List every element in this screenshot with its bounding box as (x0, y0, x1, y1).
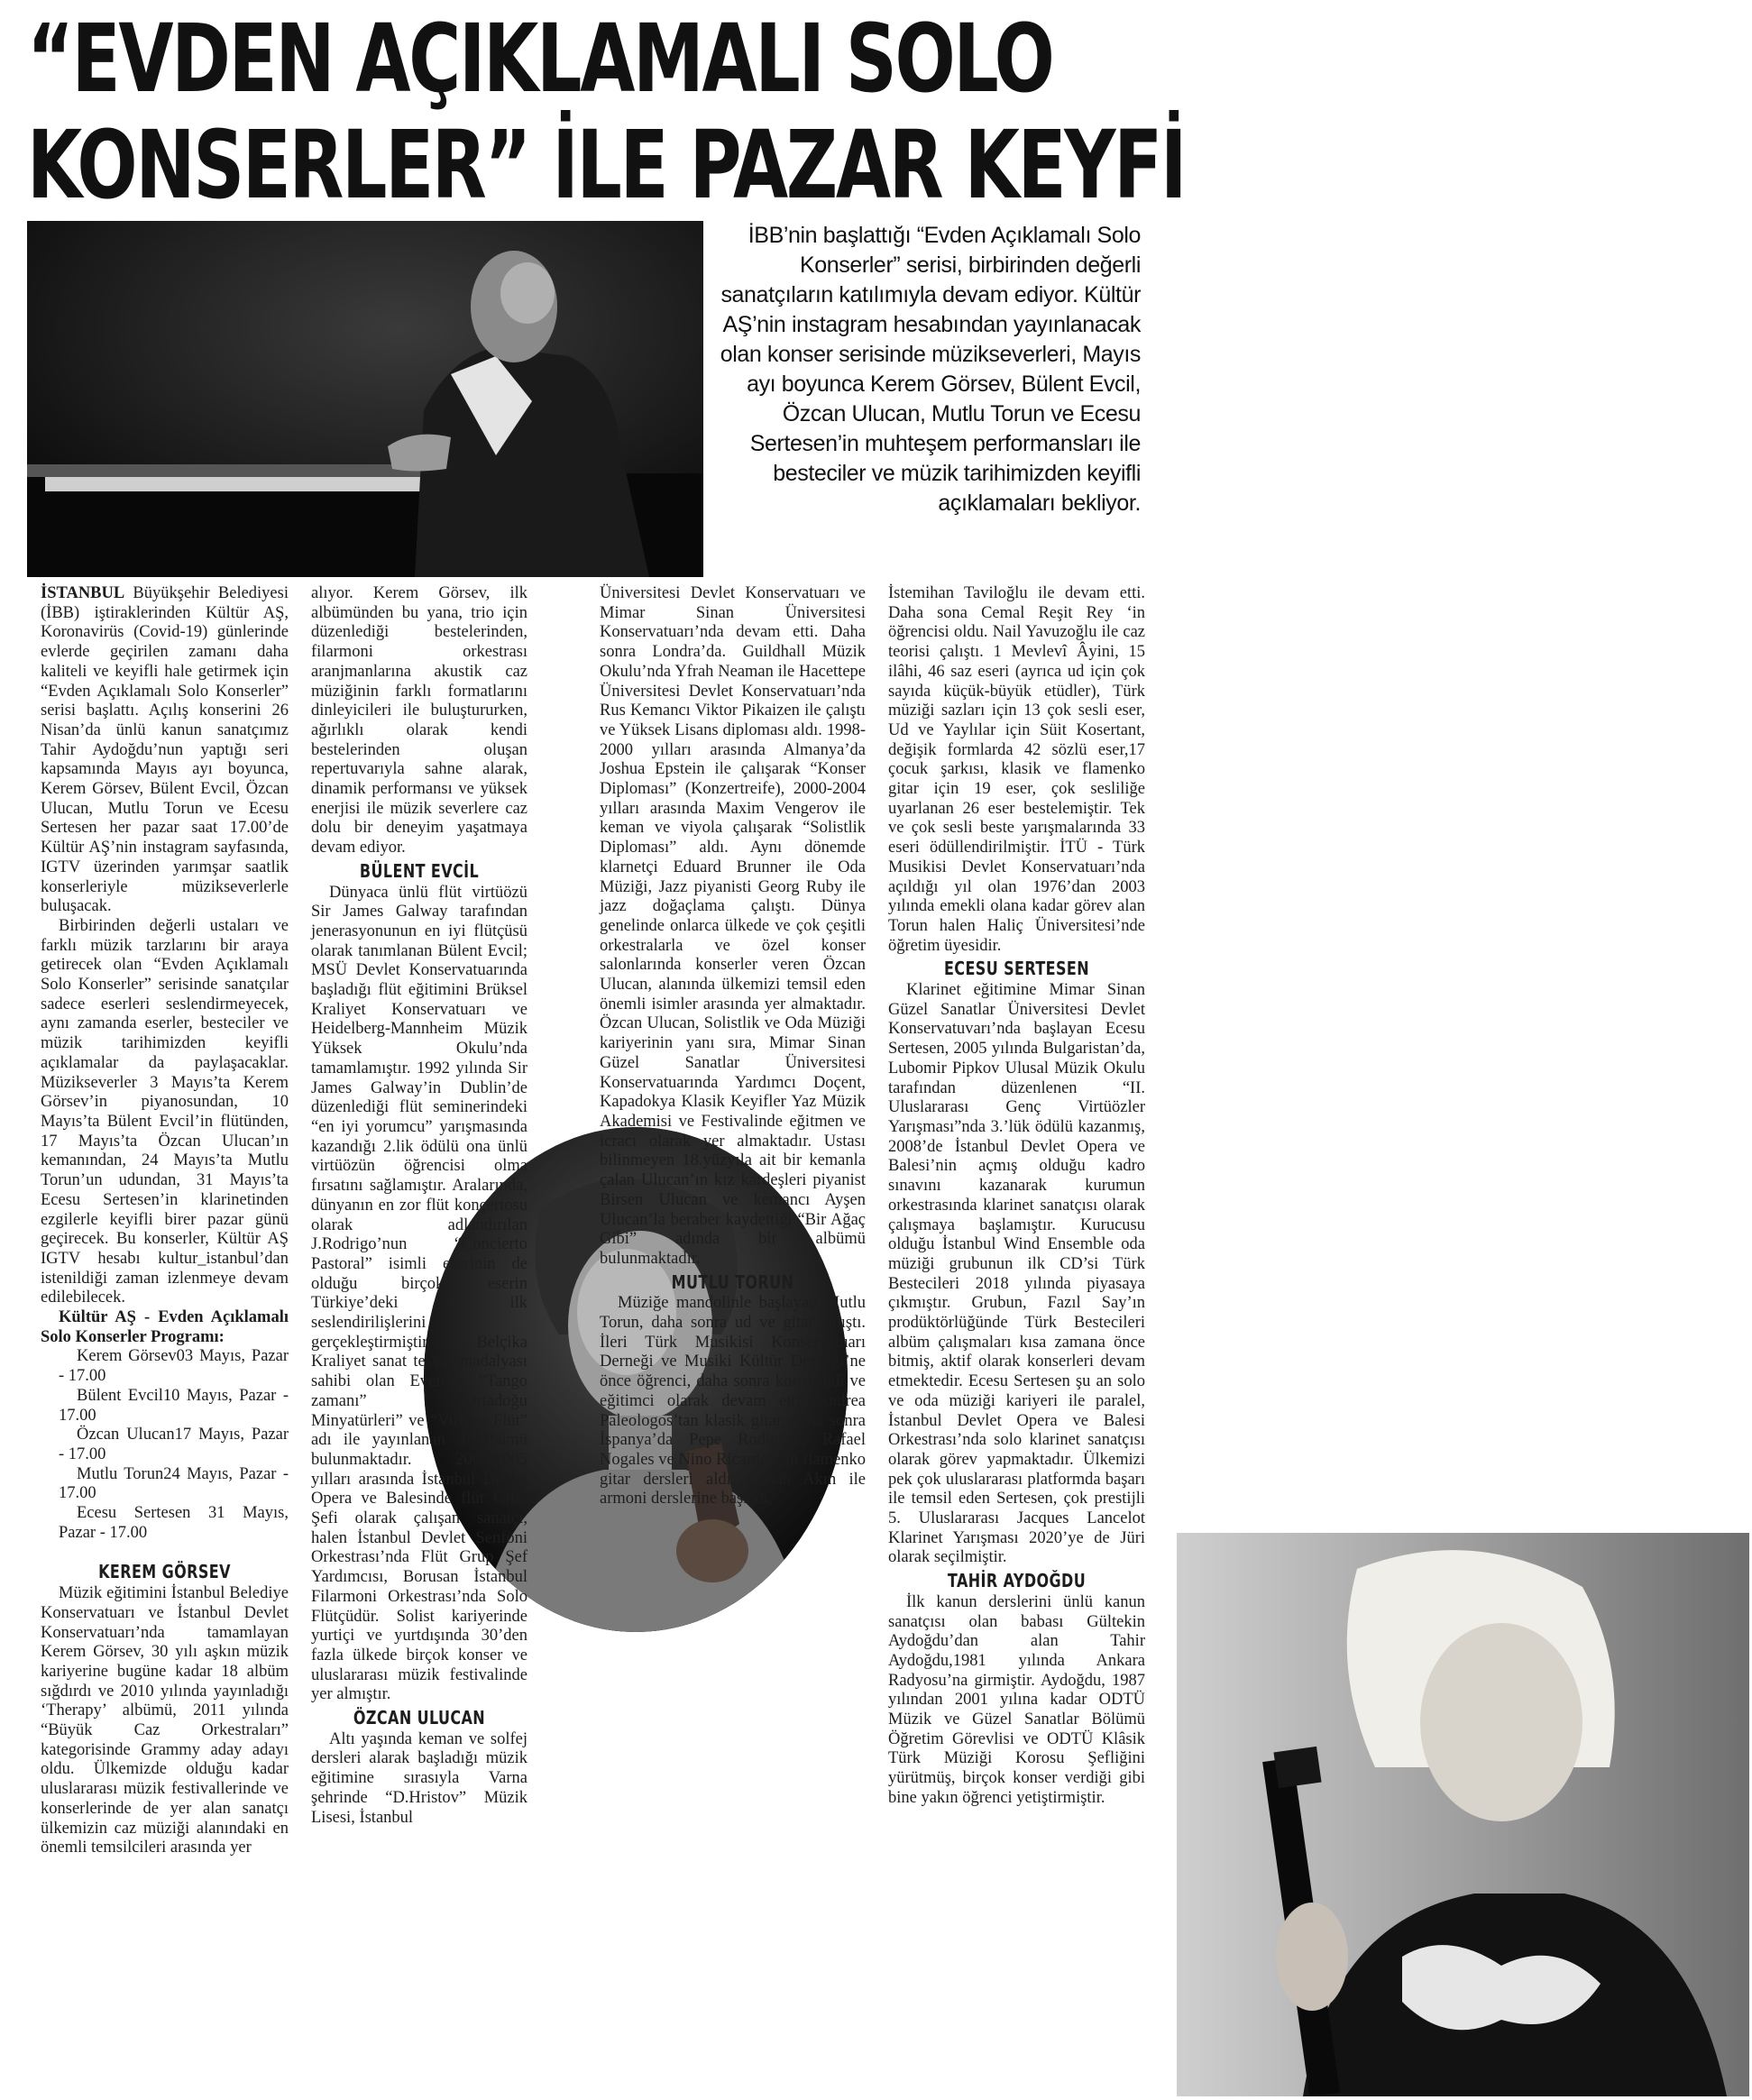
subheading-tahir-aydogdu: TAHİR AYDOĞDU (947, 1570, 1087, 1592)
column-4 (888, 584, 1145, 1809)
program-title: Kültür AŞ - Evden Açıklamalı Solo Konserler Programı: (41, 1308, 289, 1346)
program-item: Bülent Evcil10 Mayıs, Pazar - 17.00 (59, 1386, 289, 1425)
dateline: İSTANBUL (41, 584, 125, 602)
headline-line-1: “EVDEN AÇIKLAMALI SOLO (27, 4, 1053, 114)
body-paragraph: İstemihan Taviloğlu ile devam etti. Daha sona Cemal Reşit Rey ‘in öğrencisi oldu. Nail Yavuzoğlu ile caz teorisi çalıştı. 1 Mevlevî Âyini, 15 ilâhi, 46 saz eseri (ayrıca ud için çok sayıda küçük-büyük etüdler), Türk müziği sazları için 13 çok sesli eser, Ud ve Yaylılar için Süit Kosertant, değişik formlarda 42 sözlü eser,17 çocuk şarkısı, klasik ve flamenko gitar için 19 eser, çok sesliliğe uyarlanan 26 eser bestelemiştir. Tek ve çok sesli beste yarışmalarında 33 eseri ödüllendirilmiştir. İTÜ - Türk Musikisi Devlet Konservatuarı’nda açıldığı yıl olan 1976’dan 2003 yılında emekli olana kadar görev alan Torun halen Haliç Üniversitesi’nde öğretim üyesidir. (888, 584, 1145, 955)
lead-paragraph: İBB’nin başlattığı “Evden Açıklamalı Solo Konserler” serisi, birbirinden değerli sanatçıların katılımıyla devam ediyor. Kültür AŞ’nin instagram hesabından yayınlanacak olan konser serisinde müzikseverleri, Mayıs ayı boyunca Kerem Görsev, Bülent Evcil, Özcan Ulucan, Mutlu Torun ve Ecesu Sertesen’in muhteşem performansları ile besteciler ve müzik tarihimizden keyifli açıklamaları bekliyor. (720, 223, 1141, 516)
body-paragraph: Müzik eğitimini İstanbul Belediye Konservatuarı ve İstanbul Devlet Konservatuarı’nda tamamlayan Kerem Görsev, 30 yılı aşkın müzik kariyerine bugüne kadar 18 albüm sığdırdı ve 2010 yılında yayınladığı ‘Therapy’ albümü, 2011 yılında “Büyük Caz Orkestraları” kategorisinde Grammy aday adayı oldu. Ülkemizde olduğu kadar uluslararası müzik festivallerinde ve konserlerinde de yer alan sanatçı ülkemizin caz müziği alanındaki en önemli temsilcileri arasında yer (41, 1584, 289, 1857)
program-item: Özcan Ulucan17 Mayıs, Pazar - 17.00 (59, 1426, 289, 1463)
headline (27, 4, 1186, 220)
body-paragraph: Üniversitesi Devlet Konservatuarı ve Mimar Sinan Üniversitesi Konservatuarı’nda devam etti. Daha sonra Londra’da. Guildhall Müzik Okulu’nda Yfrah Neaman ile Hacettepe Üniversitesi Devlet Konservatuarı’nda Rus Kemancı Viktor Pikaizen ile çalıştı ve Yüksek Lisans diploması aldı. 1998-2000 yılları arasında Almanya’da Joshua Epstein ile çalışarak “Konser Diploması” (Konzertreife), 2000-2004 yılları arasında Maxim Vengerov ile keman ve viyola çalışarak “Solistlik Diploması” aldı. Aynı dönemde klarnetçi Eduard Brunner ile Oda Müziği, Jazz piyanisti Georg Ruby ile jazz doğaçlama çalıştı. Dünya genelinde onlarca ülkede ve çok çeşitli orkestralarla ve özel konser salonlarında konserler veren Özcan Ulucan, alanında ülkemizi temsil eden önemli isimler arasında yer almaktadır. Özcan Ulucan, Solistlik ve Oda Müziği kariyerinin yanı sıra, Mimar Sinan Güzel Sanatlar Üniversitesi Konservatuarında Yardımcı Doçent, Kapadokya Klasik Keyifler Yaz Müzik Akademisi ve Festivalinde eğitmen ve icracı olarak yer almaktadır. Ustası bilinmeyen 18.yüzyıla ait bir kemanla çalan Ulucan’ın kız kardeşleri piyanist Birsen Ulucan ve kemancı Ayşen Ulucan’la beraber kaydettiği “Bir Ağaç Gibi” adında bir albümü bulunmaktadır. (600, 584, 866, 1268)
program-item: Ecesu Sertesen 31 Mayıs, Pazar - 17.00 (59, 1504, 289, 1542)
subheading-ecesu-sertesen: ECESU SERTESEN (943, 958, 1090, 980)
subheading-bulent-evcil: BÜLENT EVCİL (359, 859, 480, 882)
pianist-photo (27, 221, 703, 577)
body-paragraph: İlk kanun derslerini ünlü kanun sanatçısı olan babası Gültekin Aydoğdu’dan alan Tahir Aydoğdu,1981 yılında Ankara Radyosu’na girmiştir. Aydoğdu, 1987 yılından 2001 yılına kadar ODTÜ Müzik ve Güzel Sanatlar Bölümü Öğretim Görevlisi ve ODTÜ Klâsik Türk Müziği Korosu Şefliğini yürütmüş, birçok konser verdiği gibi bine yakın öğrenci yetiştirmiştir. (888, 1592, 1145, 1807)
program-item: Mutlu Torun24 Mayıs, Pazar - 17.00 (59, 1464, 289, 1503)
intro-paragraph: İSTANBUL Büyükşehir Belediyesi (İBB) iştiraklerinden Kültür AŞ, Koronavirüs (Covid-19) günlerinde evlerde geçirilen zamanı daha kaliteli ve keyifli hale getirmek için “Evden Açıklamalı Solo Konserler” serisi başlattı. Açılış konserini 26 Nisan’da ünlü kanun sanatçımız Tahir Aydoğdu’nun yaptığı seri kapsamında Mayıs ayı boyunca, Kerem Görsev, Bülent Evcil, Özcan Ulucan, Mutlu Torun ve Ecesu Sertesen her pazar saat 17.00’de Kültür AŞ’nin instagram sayfasında, IGTV üzerinden yarımşar saatlik konserleriyle müzikseverlerle buluşacak. (41, 584, 289, 916)
subheading-mutlu-torun: MUTLU TORUN (671, 1270, 794, 1293)
subheading-ozcan-ulucan: ÖZCAN ULUCAN (353, 1707, 486, 1729)
program-item: Kerem Görsev03 Mayıs, Pazar - 17.00 (59, 1347, 289, 1386)
body-paragraph: alıyor. Kerem Görsev, ilk albümünden bu yana, trio için düzenlediği bestelerinden, filarmoni orkestrası aranjmanlarına akustik caz müziğinin farklı formatlarını dinleyicileri ile buluştururken, ağırlıklı olarak kendi bestelerinden oluşan repertuvarıyla sahne alarak, dinamik performansı ve yüksek enerjisi ile müzik severlere caz dolu bir deneyim yaşatmaya devam ediyor. (311, 584, 527, 857)
column-3 (600, 584, 866, 1509)
column-1 (41, 584, 289, 1858)
body-paragraph: Müziğe mandolinle başlayan Mutlu Torun, daha sonra ud ve gitar çalıştı. İleri Türk Musikisi Konservatuarı Derneği ve Musiki Kültür Derneği’ne önce öğrenci, daha sonra korist, üdî ve eğitimci olarak devam etti. Andrea Paleologos’tan klasik gitar, daha sonra İspanya’da Pepe Rodiguez, Rafael Nogales ve Nino Ricardo’dan flamenko gitar dersleri aldı. Cenan Akın ile armoni derslerine başladı, (600, 1294, 866, 1509)
body-paragraph: Dünyaca ünlü flüt virtüözü Sir James Galway tarafından jenerasyonunun en iyi flütçüsü olarak tanımlanan Bülent Evcil; MSÜ Devlet Konservatuarında başladığı flüt eğitimini Brüksel Kraliyet Konservatuarı ve Heidelberg-Mannheim Müzik Yüksek Okulu’nda tamamlamıştır. 1992 yılında Sir James Galway’in Dublin’de düzenlediği flüt seminerindeki “en iyi yorumcu” yarışmasında kazandığı 2.lik ödülü ona ünlü virtüözün öğrencisi olma fırsatını sağlamıştır. Aralarında, dünyanın en zor flüt konçertosu olarak adlandırılan J.Rodrigo’nun “Concierto Pastoral” isimli eserinin de olduğu birçok eserin Türkiye’deki ilk seslendirilişlerini gerçekleştirmiştir. Belçika Kraliyet sanat teşvik madalyası sahibi olan Evcil’in “Tango zamanı” “Ortadoğu Minyatürleri” ve “Virtüoz Flüt” adı ile yayınlanan 3 albümü bulunmaktadır. 2000-2005 yılları arasında İstanbul Devlet Opera ve Balesinde flüt Grup Şefi olarak çalışan sanatçı, halen İstanbul Devlet Senfoni Orkestrası’nda Flüt Grup Şef Yardımcısı, Borusan İstanbul Filarmoni Orkestrası’nda Solo Flütçüdür. Solist kariyerinde yurtiçi ve yurtdışında 30’den fazla ülkede birçok konser ve uluslararası müzik festivalinde yer almıştır. (311, 883, 527, 1704)
body-paragraph: Birbirinden değerli ustaları ve farklı müzik tarzlarını bir araya getirecek olan “Evden Açıklamalı Solo Konserler” serisinde sanatçılar sadece eserleri seslendirmeyecek, aynı zamanda eserler, besteciler ve müzik tarihimizden keyifli açıklamalar da paylaşacaklar. Müzikseverler 3 Mayıs’ta Kerem Görsev’in piyanosundan, 10 Mayıs’ta Bülent Evcil’in flütünden, 17 Mayıs’ta Özcan Ulucan’ın kemanından, 24 Mayıs’ta Mutlu Torun’un udundan, 31 Mayıs’ta Ecesu Sertesen’in klarinetinden ezgilerle keyifli birer pazar günü geçirecek. Bu konserler, Kültür AŞ IGTV hesabı kultur_istanbul’dan istenildiği zaman izlenmeye devam edilebilecek. (41, 916, 289, 1307)
body-paragraph: Klarinet eğitimine Mimar Sinan Güzel Sanatlar Üniversitesi Devlet Konservatuvarı’nda başlayan Ecesu Sertesen, 2005 yılında Bulgaristan’da, Lubomir Pipkov Ulusal Müzik Okulu tarafından düzenlenen “II. Uluslararası Genç Virtüözler Yarışması”nda 3.’lük ödülü kazanmış, 2008’de İstanbul Devlet Opera ve Balesi’nin açmış olduğu kadro sınavını kazanarak kurumun orkestrasında klarinet sanatçısı olarak çalışmaya başlamıştır. Kurucusu olduğu İstanbul Wind Ensemble oda müziği grubunun ilk CD’si Türk Bestecileri 2018 yılında piyasaya çıkmıştır. Grubun, Fazıl Say’ın prodüktörlüğünde Türk Bestecileri albüm çalışmaları kısa zamana önce bitmiş, aktif olarak konserleri devam etmektedir. Ecesu Sertesen şu an solo ve oda müziği kariyeri ile paralel, İstanbul Devlet Opera ve Balesi Orkestrası’nda solo klarinet sanatçısı olarak görev yapmaktadır. Ülkemizi pek çok uluslararası platformda başarı ile temsil eden Sertesen, çok prestijli 5. Uluslararası Jacques Lancelot Klarinet Yarışması 2020’ye de Jüri olarak seçilmiştir. (888, 981, 1145, 1567)
column-2 (311, 584, 527, 1828)
body-paragraph: Altı yaşında keman ve solfej dersleri alarak başladığı müzik eğitimine sırasıyla Varna şehrinde “D.Hristov” Müzik Lisesi, İstanbul (311, 1729, 527, 1827)
subheading-kerem-gorsev: KEREM GÖRSEV (98, 1561, 231, 1583)
headline-line-2: KONSERLER” İLE PAZAR KEYFİ (27, 110, 1186, 220)
clarinetist-photo (1177, 1533, 1749, 2096)
